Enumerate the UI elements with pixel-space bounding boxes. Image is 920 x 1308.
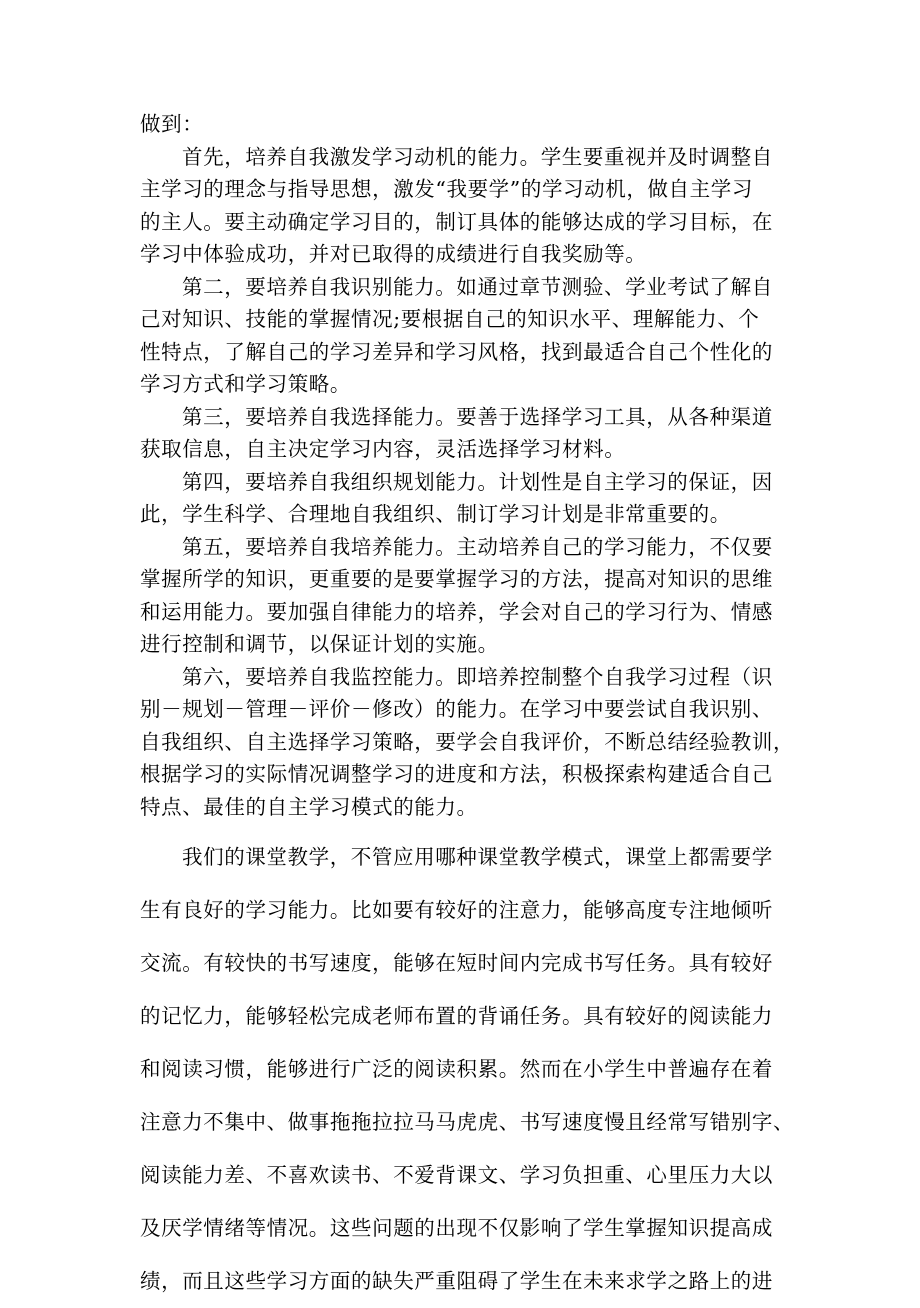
text-line: 学习中体验成功，并对已取得的成绩进行自我奖励等。 (140, 242, 647, 266)
text-line: 主学习的理念与指导思想，激发“我要学”的学习动机，做自主学习 (140, 177, 753, 201)
text-line: 自我组织、自主选择学习策略，要学会自我评价，不断总结经验教训， (140, 729, 795, 754)
text-line: 生有良好的学习能力。比如要有较好的注意力，能够高度专注地倾听 (140, 898, 773, 922)
text-line: 的记忆力，能够轻松完成老师布置的背诵任务。具有较好的阅读能力 (140, 1004, 773, 1028)
text-line: 己对知识、技能的掌握情况;要根据自己的知识水平、理解能力、个 (140, 307, 760, 331)
text-line: 别－规划－管理－评价－修改）的能力。在学习中要尝试自我识别、 (140, 697, 773, 721)
text-line: 第六，要培养自我监控能力。即培养控制整个自我学习过程（识 (182, 664, 773, 689)
section-abilities (140, 108, 795, 823)
text-line: 此，学生科学、合理地自我组织、制订学习计划是非常重要的。 (140, 502, 731, 526)
text-line: 和运用能力。要加强自律能力的培养，学会对自己的学习行为、情感 (140, 599, 773, 624)
text-line: 第二，要培养自我识别能力。如通过章节测验、学业考试了解自 (182, 274, 773, 299)
text-line: 我们的课堂教学，不管应用哪种课堂教学模式，课堂上都需要学 (182, 845, 773, 869)
text-line: 阅读能力差、不喜欢读书、不爱背课文、学习负担重、心里压力大以 (140, 1163, 773, 1187)
text-line: 掌握所学的知识，更重要的是要掌握学习的方法，提高对知识的思维 (140, 567, 773, 591)
text-line: 特点、最佳的自主学习模式的能力。 (140, 794, 478, 819)
text-line: 首先，培养自我激发学习动机的能力。学生要重视并及时调整自 (182, 144, 773, 169)
text-line: 获取信息，自主决定学习内容，灵活选择学习材料。 (140, 437, 626, 461)
text-line: 做到： (140, 112, 204, 136)
document-page (140, 108, 795, 1308)
text-line: 第三，要培养自我选择能力。要善于选择学习工具，从各种渠道 (182, 404, 773, 429)
text-line: 绩，而且这些学习方面的缺失严重阻碍了学生在未来求学之路上的进 (140, 1269, 773, 1293)
text-line: 的主人。要主动确定学习目的，制订具体的能够达成的学习目标，在 (140, 209, 773, 234)
section-classroom (140, 831, 795, 1308)
text-line: 注意力不集中、做事拖拖拉拉马马虎虎、书写速度慢且经常写错别字、 (140, 1110, 795, 1134)
text-line: 和阅读习惯，能够进行广泛的阅读积累。然而在小学生中普遍存在着 (140, 1057, 773, 1081)
text-line: 根据学习的实际情况调整学习的进度和方法，积极探索构建适合自己 (140, 762, 773, 786)
text-line: 性特点，了解自己的学习差异和学习风格，找到最适合自己个性化的 (140, 339, 773, 364)
text-line: 学习方式和学习策略。 (140, 372, 351, 396)
text-line: 进行控制和调节，以保证计划的实施。 (140, 632, 499, 656)
text-line: 第五，要培养自我培养能力。主动培养自己的学习能力，不仅要 (182, 534, 773, 559)
text-line: 第四，要培养自我组织规划能力。计划性是自主学习的保证，因 (182, 469, 773, 494)
text-line: 及厌学情绪等情况。这些问题的出现不仅影响了学生掌握知识提高成 (140, 1216, 773, 1240)
text-line: 交流。有较快的书写速度，能够在短时间内完成书写任务。具有较好 (140, 951, 773, 975)
